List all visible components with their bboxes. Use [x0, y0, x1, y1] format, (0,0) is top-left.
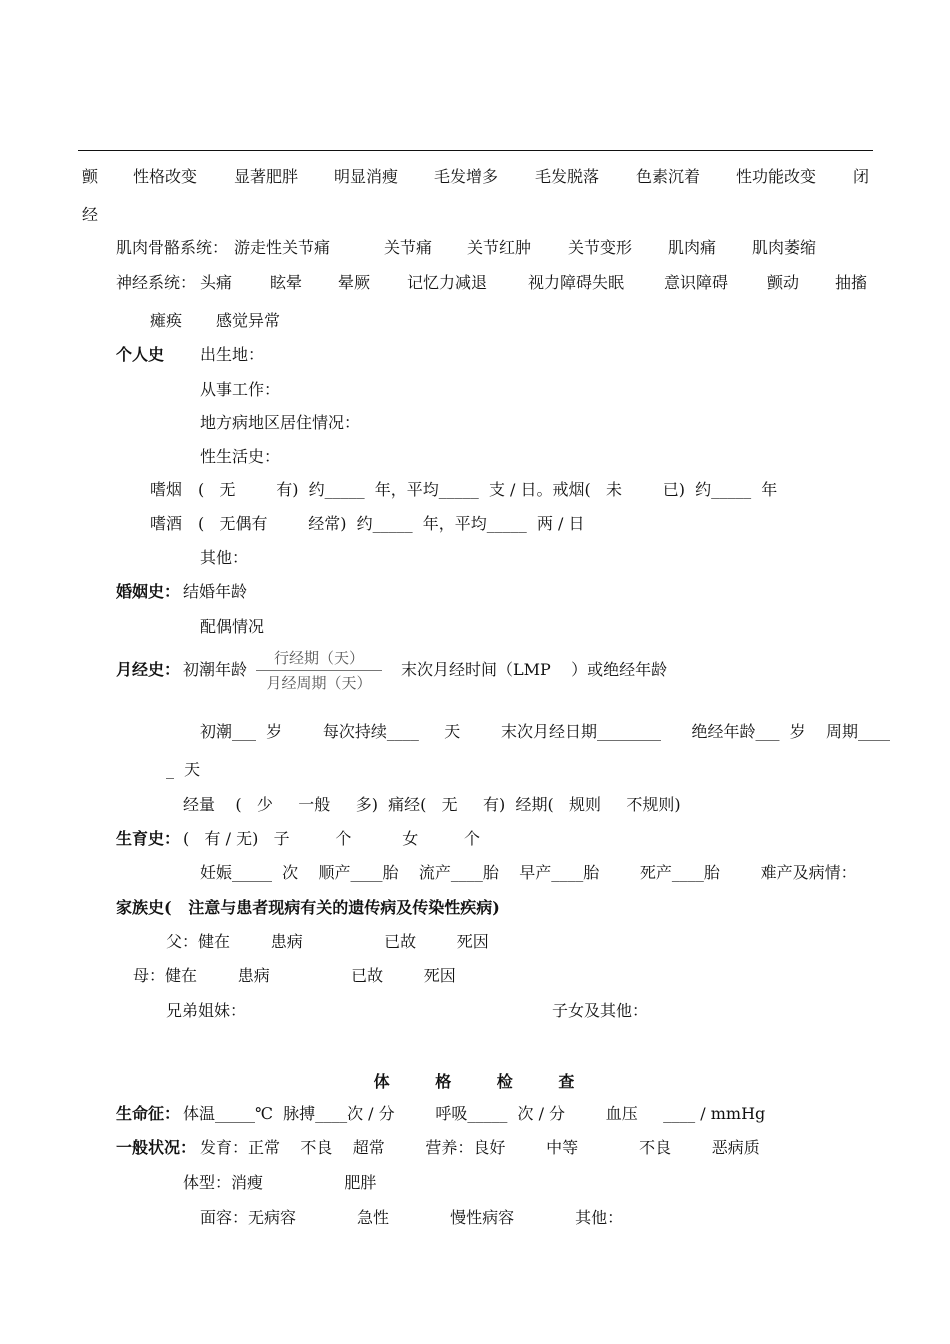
spouse-field: 配偶情况 [200, 617, 265, 636]
symptom-item: 性功能改变 [736, 167, 817, 186]
symptom-item: 游走性关节痛 [234, 238, 331, 257]
birthplace-field: 出生地： [200, 345, 265, 364]
symptom-item: 颤动 [767, 273, 800, 292]
symptom-item: 视力障碍失眠 [528, 273, 625, 292]
nervous-label: 神经系统： [116, 273, 197, 292]
menstrual-fraction [250, 648, 388, 693]
title-char: 检 [496, 1072, 515, 1091]
symptom-item: 肌肉萎缩 [752, 238, 817, 257]
symptom-item: 明显消瘦 [334, 167, 399, 186]
fraction-numerator: 行经期（天） [273, 649, 364, 667]
fertility-history-label: 生育史： [116, 829, 181, 848]
symptom-item: 色素沉着 [636, 167, 701, 186]
symptom-item: 颤 [82, 167, 99, 186]
smoking-label: 嗜烟 [150, 480, 183, 499]
symptom-item: 关节变形 [568, 238, 633, 257]
other-field: 其他： [200, 548, 249, 567]
symptom-item: 记忆力减退 [407, 273, 488, 292]
marriage-age-field: 结婚年龄 [183, 582, 248, 601]
sexual-history-field: 性生活史： [200, 447, 281, 466]
symptom-item: 瘫痪 [150, 311, 183, 330]
physical-exam-title [0, 1069, 950, 1092]
siblings-field: 兄弟姐妹： [166, 1001, 247, 1020]
personal-history-label: 个人史 [116, 345, 165, 364]
symptom-item: 眩晕 [270, 273, 303, 292]
menstrual-history-label: 月经史： [116, 660, 181, 679]
symptom-item: 性格改变 [133, 167, 198, 186]
fertility-children-line: ( 有 / 无) 子 个 女 个 [183, 829, 480, 848]
menstrual-details-wrap: _ 天 [166, 760, 201, 779]
symptom-item: 抽搐 [835, 273, 868, 292]
menstrual-details-line: 初潮___ 岁 每次持续____ 天 末次月经日期________ 绝经年龄___ 岁 周期____ [200, 722, 891, 741]
title-char: 格 [435, 1072, 454, 1091]
symptom-item: 关节痛 [384, 238, 433, 257]
title-char: 查 [558, 1072, 577, 1091]
symptom-item: 感觉异常 [216, 311, 281, 330]
endemic-field: 地方病地区居住情况： [200, 413, 361, 432]
symptom-item: 意识障碍 [664, 273, 729, 292]
title-char: 体 [373, 1072, 392, 1091]
symptom-item: 闭 [853, 167, 870, 186]
symptom-item: 显著肥胖 [234, 167, 299, 186]
musculoskeletal-label: 肌肉骨骼系统： [116, 238, 229, 257]
pregnancy-line: 妊娠_____ 次 顺产____胎 流产____胎 早产____胎 死产____胎 难产及病情： [200, 863, 857, 882]
occupation-field: 从事工作： [200, 380, 281, 399]
symptom-item: 关节红肿 [467, 238, 532, 257]
symptom-item: 肌肉痛 [668, 238, 717, 257]
drinking-label: 嗜酒 [150, 514, 183, 533]
menarche-age-field: 初潮年龄 [183, 660, 248, 679]
lmp-field: 末次月经时间（LMP ）或绝经年龄 [401, 660, 668, 679]
fraction-denominator: 月经周期（天） [266, 674, 372, 692]
header-rule [78, 150, 873, 151]
smoking-field: ( 无 有) 约_____ 年，平均_____ 支 / 日。戒烟( 未 已) 约_____ 年 [198, 480, 778, 499]
drinking-field: ( 无偶有 经常) 约_____ 年，平均_____ 两 / 日 [198, 514, 585, 533]
symptom-item: 晕厥 [338, 273, 371, 292]
general-status-label: 一般状况： [116, 1138, 197, 1157]
general-status-line: 发育：正常 不良 超常 营养：良好 中等 不良 恶病质 [200, 1138, 760, 1157]
symptom-item: 毛发脱落 [535, 167, 600, 186]
vitals-line: 体温_____℃ 脉搏____次 / 分 呼吸_____ 次 / 分 血压 ____ / mmHg [183, 1104, 766, 1123]
mother-line: 母：健在 患病 已故 死因 [133, 966, 456, 985]
fraction-bar [256, 670, 382, 671]
symptom-item: 毛发增多 [434, 167, 499, 186]
body-type-line: 体型：消瘦 肥胖 [183, 1173, 377, 1192]
family-history-label: 家族史( 注意与患者现病有关的遗传病及传染性疾病) [116, 898, 500, 917]
father-line: 父：健在 患病 已故 死因 [166, 932, 489, 951]
symptom-item: 头痛 [200, 273, 233, 292]
menstrual-flow-line: 经量 ( 少 一般 多) 痛经( 无 有) 经期( 规则 不规则) [183, 795, 681, 814]
vitals-label: 生命征： [116, 1104, 181, 1123]
symptom-item-wrap: 经 [82, 205, 99, 224]
face-line: 面容：无病容 急性 慢性病容 其他： [200, 1208, 624, 1227]
children-field: 子女及其他： [552, 1001, 649, 1020]
marriage-history-label: 婚姻史： [116, 582, 181, 601]
